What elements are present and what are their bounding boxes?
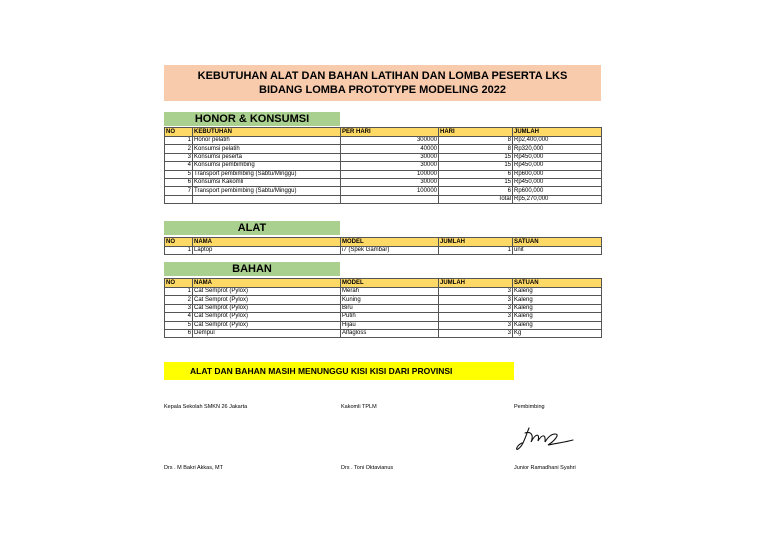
table-cell: Cat Semprot (Pylox)	[193, 313, 341, 321]
table-cell: 6	[439, 187, 513, 195]
table-cell: Biru	[341, 304, 439, 312]
pembimbing-signature	[515, 422, 581, 456]
table-cell: 8	[439, 137, 513, 145]
table-cell: 30000	[341, 178, 439, 186]
table-row	[165, 137, 602, 145]
table-row	[165, 247, 602, 255]
table-cell: 5	[165, 170, 193, 178]
table-cell: 15	[439, 153, 513, 161]
column-header: NO	[165, 279, 193, 288]
table-cell: Konsumsi Kakomli	[193, 178, 341, 186]
table-cell: 3	[165, 304, 193, 312]
table-row	[165, 329, 602, 337]
column-header: KEBUTUHAN	[193, 128, 341, 137]
table-cell: Rp450,000	[513, 153, 602, 161]
table-cell: 15	[439, 178, 513, 186]
pembimbing-title: Pembimbing	[514, 404, 545, 410]
table-cell	[165, 195, 193, 203]
table-cell: Cat Semprot (Pylox)	[193, 288, 341, 296]
table-cell: Merah	[341, 288, 439, 296]
table-cell: 2	[165, 296, 193, 304]
table-cell: 3	[165, 153, 193, 161]
bahan-table-header	[165, 279, 602, 288]
table-cell: Alfagloss	[341, 329, 439, 337]
table-row	[165, 145, 602, 153]
column-header: MODEL	[341, 279, 439, 288]
column-header: NO	[165, 238, 193, 247]
table-cell: Kuning	[341, 296, 439, 304]
column-header: NO	[165, 128, 193, 137]
table-cell: unit	[513, 247, 602, 255]
table-cell: 3	[439, 329, 513, 337]
kakomli-name: Drs . Toni Oktavianus	[341, 465, 394, 471]
table-cell: Rp600,000	[513, 187, 602, 195]
table-row	[165, 304, 602, 312]
table-cell: Transport pembimbing (Sabtu/Minggu)	[193, 170, 341, 178]
bahan-table	[164, 278, 602, 338]
table-cell: 100000	[341, 170, 439, 178]
table-cell: 6	[439, 170, 513, 178]
table-cell: i7 (Spek Gambar)	[341, 247, 439, 255]
section-label-alat: ALAT	[164, 221, 340, 235]
table-cell: 2	[165, 145, 193, 153]
table-cell: Cat Semprot (Pylox)	[193, 296, 341, 304]
column-header: SATUAN	[513, 279, 602, 288]
column-header: NAMA	[193, 238, 341, 247]
column-header: JUMLAH	[439, 279, 513, 288]
table-cell: 4	[165, 313, 193, 321]
table-cell: Kaleng	[513, 296, 602, 304]
table-cell: Kg	[513, 329, 602, 337]
table-row	[165, 288, 602, 296]
document-title-line-1: KEBUTUHAN ALAT DAN BAHAN LATIHAN DAN LOMBA PESERTA LKS	[197, 70, 568, 82]
table-cell	[193, 195, 341, 203]
table-row	[165, 296, 602, 304]
table-cell: Kaleng	[513, 313, 602, 321]
table-cell: Konsumsi peserta	[193, 153, 341, 161]
table-cell: Putih	[341, 313, 439, 321]
honor-table-header	[165, 128, 602, 137]
notice-banner: ALAT DAN BAHAN MASIH MENUNGGU KISI KISI DARI PROVINSI	[164, 362, 514, 380]
table-row	[165, 321, 602, 329]
pembimbing-name: Junior Ramadhani Syahri	[514, 465, 576, 471]
table-cell: 4	[165, 162, 193, 170]
table-cell: Rp450,000	[513, 162, 602, 170]
document-title-line-2: BIDANG LOMBA PROTOTYPE MODELING 2022	[259, 84, 506, 96]
table-cell: 6	[165, 178, 193, 186]
table-cell: 3	[439, 313, 513, 321]
table-row	[165, 178, 602, 186]
table-cell: Transport pembimbing (Sabtu/Minggu)	[193, 187, 341, 195]
table-cell: Rp450,000	[513, 178, 602, 186]
column-header: NAMA	[193, 279, 341, 288]
column-header: HARI	[439, 128, 513, 137]
table-cell: 300000	[341, 137, 439, 145]
table-cell: 6	[165, 329, 193, 337]
table-row	[165, 313, 602, 321]
table-cell: Konsumsi pelatih	[193, 145, 341, 153]
table-cell: 3	[439, 304, 513, 312]
table-row	[165, 162, 602, 170]
table-cell: Rp600,000	[513, 170, 602, 178]
honor-table	[164, 127, 602, 204]
table-cell: 3	[439, 321, 513, 329]
kepala-sekolah-title: Kepala Sekolah SMKN 26 Jakarta	[164, 404, 248, 410]
section-label-bahan: BAHAN	[164, 262, 340, 276]
table-cell: Kaleng	[513, 321, 602, 329]
table-cell: Laptop	[193, 247, 341, 255]
table-cell: 1	[165, 288, 193, 296]
column-header: PER HARI	[341, 128, 439, 137]
document-title-box	[164, 65, 601, 101]
table-cell: Honor pelatih	[193, 137, 341, 145]
table-cell	[341, 195, 439, 203]
alat-table	[164, 237, 602, 255]
column-header: SATUAN	[513, 238, 602, 247]
total-label: Total	[439, 195, 513, 203]
table-cell: 7	[165, 187, 193, 195]
table-cell: Dempul	[193, 329, 341, 337]
table-cell: 30000	[341, 162, 439, 170]
table-cell: 5	[165, 321, 193, 329]
table-cell: 3	[439, 296, 513, 304]
table-cell: 1	[439, 247, 513, 255]
table-cell: Cat Semprot (Pylox)	[193, 304, 341, 312]
table-cell: Rp2,400,000	[513, 137, 602, 145]
table-row	[165, 187, 602, 195]
section-label-honor: HONOR & KONSUMSI	[164, 112, 340, 126]
table-cell: Hijau	[341, 321, 439, 329]
kepala-sekolah-name: Drs . M Bakri Akkas, MT	[164, 465, 223, 471]
table-cell: 30000	[341, 153, 439, 161]
table-row	[165, 170, 602, 178]
table-cell: Kaleng	[513, 288, 602, 296]
table-cell: 8	[439, 145, 513, 153]
table-cell: 100000	[341, 187, 439, 195]
alat-table-header	[165, 238, 602, 247]
kakomli-title: Kakomli TPLM	[341, 404, 377, 410]
table-cell: 3	[439, 288, 513, 296]
total-value: Rp5,270,000	[513, 195, 602, 203]
table-cell: Rp320,000	[513, 145, 602, 153]
column-header: MODEL	[341, 238, 439, 247]
table-row	[165, 153, 602, 161]
table-cell: 40000	[341, 145, 439, 153]
column-header: JUMLAH	[439, 238, 513, 247]
total-row	[165, 195, 602, 203]
table-cell: 1	[165, 137, 193, 145]
column-header: JUMLAH	[513, 128, 602, 137]
table-cell: Cat Semprot (Pylox)	[193, 321, 341, 329]
table-cell: Kaleng	[513, 304, 602, 312]
table-cell: 1	[165, 247, 193, 255]
table-cell: 15	[439, 162, 513, 170]
table-cell: Konsumsi pembimbing	[193, 162, 341, 170]
